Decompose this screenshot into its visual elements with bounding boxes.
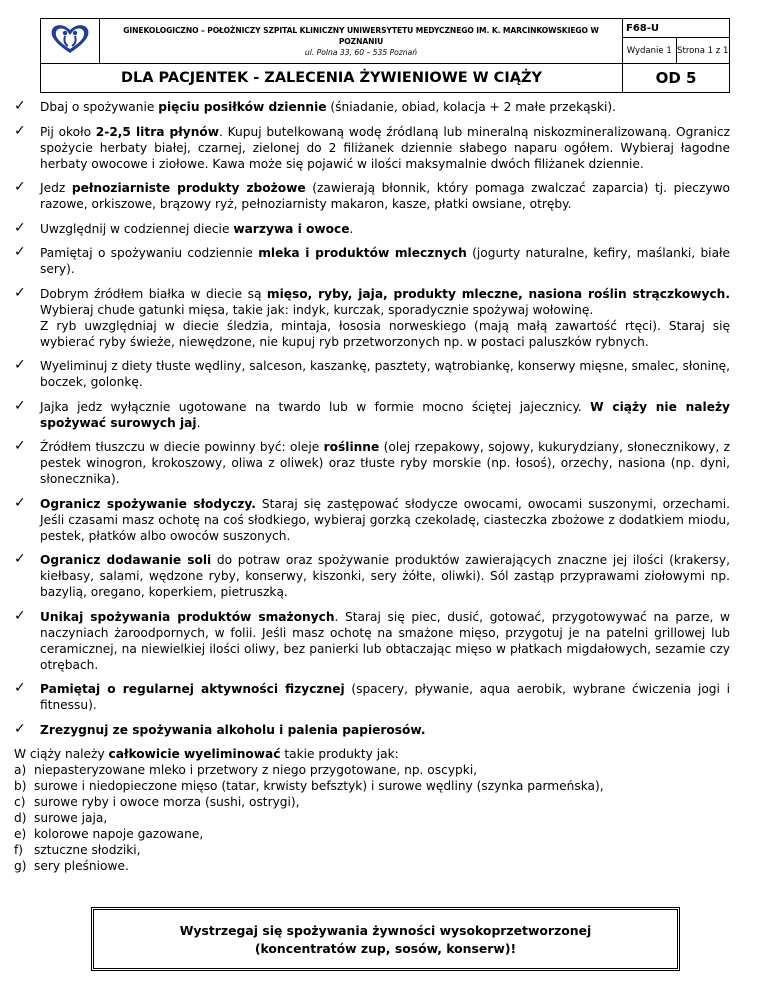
page-number: Strona 1 z 1 — [676, 38, 730, 64]
recommendation-item — [14, 245, 730, 277]
checkmark-icon: ✓ — [14, 494, 26, 511]
recommendation-text — [40, 245, 730, 277]
recommendation-bold: roślinne — [323, 440, 380, 454]
recommendation-item — [14, 399, 730, 431]
warning-box — [91, 907, 680, 971]
recommendation-text — [40, 722, 730, 738]
recommendations-content — [14, 99, 730, 874]
recommendation-item — [14, 124, 730, 172]
recommendation-plain: Staraj się zastępować słodycze owocami, owocami suszonymi, orzechami. Jeśli czasami masz ochotę na coś słodkiego, wybieraj gorzką czekoladę, ciasteczka zbożowe z dodatkiem miodu, pestek, płatków albo owoców suszonych. — [40, 496, 731, 543]
eliminate-intro-post: takie produkty jak: — [280, 747, 399, 761]
eliminate-item-letter: d) — [14, 811, 27, 825]
eliminate-list — [14, 762, 730, 874]
recommendation-plain: . Staraj się piec, dusić, gotować, przygotowywać na parze, w naczyniach żaroodpornych, w folii. Jeśli masz ochotę na smażone mięso, przygotuj je na patelni grillowej lub ceramicznej, na niewielkiej ilości oliwy, bez panierki lub obtaczając mięso w płatkach migdałowych, sezamie czy otrębach. — [40, 609, 730, 672]
recommendation-item — [14, 221, 730, 237]
eliminate-item — [14, 778, 730, 794]
recommendation-item — [14, 552, 730, 600]
eliminate-item-letter: a) — [14, 763, 27, 777]
eliminate-item — [14, 826, 730, 842]
recommendation-plain: Jajka jedz wyłącznie ugotowane na twardo lub w formie mocno ściętej jajecznicy. — [40, 399, 591, 414]
checkmark-icon: ✓ — [14, 551, 26, 567]
recommendation-item — [14, 180, 730, 212]
recommendation-bold: Unikaj spożywania produktów smażonych — [40, 609, 335, 624]
recommendation-bold: pełnoziarniste produkty zbożowe — [71, 181, 306, 195]
recommendation-plain: Uwzględnij w codziennej diecie — [40, 221, 234, 236]
eliminate-item — [14, 858, 730, 874]
recommendation-bold: pięciu posiłków dziennie — [158, 100, 327, 114]
recommendation-item — [14, 286, 730, 350]
recommendation-bold: Zrezygnuj ze spożywania alkoholu i palenia papierosów. — [40, 722, 426, 737]
recommendation-bold: W ciąży nie należy spożywać surowych jaj — [40, 399, 730, 430]
recommendation-plain: Wyeliminuj z diety tłuste wędliny, salceson, kaszankę, pasztety, wątrobiankę, konserwy mięsne, smalec, słoninę, boczek, golonkę. — [40, 359, 730, 389]
recommendation-bold: Ogranicz dodawanie soli — [40, 553, 212, 567]
recommendation-text — [40, 439, 730, 487]
recommendation-plain: (śniadanie, obiad, kolacja + 2 małe przekąski). — [326, 100, 617, 114]
heart-logo-icon — [49, 23, 91, 55]
recommendation-plain: . Kupuj butelkowaną wodę źródlaną lub mineralną niskozmineralizowaną. Ogranicz spożycie herbaty białej, czarnej, zielonej do 2 filiżanek dziennie słabego naparu ogółem. Wybieraj łagodne herbaty owocowe i ziołowe. Kawa może się pojawić w ilości maksymalnie dwóch filiżanek dziennie. — [40, 124, 731, 171]
recommendation-text — [40, 221, 730, 237]
recommendation-plain: Pamiętaj o spożywaniu codziennie — [40, 246, 259, 260]
eliminate-item-text: niepasteryzowane mleko i przetwory z niego przygotowane, np. oscypki, — [34, 763, 478, 777]
eliminate-item-text: sztuczne słodziki, — [34, 843, 141, 857]
hospital-name: GINEKOLOGICZNO – POŁOŻNICZY SZPITAL KLINICZNY UNIWERSYTETU MEDYCZNEGO IM. K. MARCINKOWSKIEGO W POZNANIU — [123, 25, 599, 46]
recommendation-text — [40, 286, 730, 350]
recommendation-plain: . — [196, 415, 201, 430]
page-title: DLA PACJENTEK - ZALECENIA ŻYWIENIOWE W CIĄŻY — [41, 64, 623, 93]
hospital-address: ul. Polna 33, 60 – 535 Poznań — [304, 47, 418, 57]
checkmark-icon: ✓ — [14, 244, 26, 260]
eliminate-item-text: kolorowe napoje gazowane, — [34, 827, 204, 841]
eliminate-intro-pre: W ciąży należy — [14, 747, 109, 761]
eliminate-item-text: sery pleśniowe. — [34, 859, 129, 873]
checkmark-icon: ✓ — [14, 219, 26, 236]
eliminate-intro-bold: całkowicie wyeliminować — [108, 747, 281, 761]
checkmark-icon: ✓ — [14, 397, 26, 414]
document-header — [40, 18, 730, 90]
checkmark-icon: ✓ — [14, 680, 26, 696]
recommendation-text — [40, 681, 730, 713]
recommendation-plain: Dbaj o spożywanie — [40, 100, 159, 114]
recommendation-text — [40, 496, 730, 544]
recommendation-text — [40, 552, 730, 600]
eliminate-item-text: surowe jaja, — [34, 811, 108, 825]
recommendation-plain: Jedz — [40, 181, 72, 195]
recommendation-item — [14, 722, 730, 738]
eliminate-intro — [14, 746, 730, 762]
eliminate-item-letter: c) — [14, 795, 26, 809]
hospital-logo — [41, 19, 100, 64]
checkmark-icon: ✓ — [14, 179, 26, 195]
eliminate-item — [14, 762, 730, 778]
recommendation-text — [40, 99, 730, 115]
eliminate-item-letter: e) — [14, 827, 27, 841]
eliminate-item-text: surowe i niedopieczone mięso (tatar, krwisty befsztyk) i surowe wędliny (szynka parmeńska), — [34, 779, 604, 793]
recommendation-text — [40, 358, 730, 390]
checkmark-icon: ✓ — [14, 98, 26, 114]
recommendation-plain: Źródłem tłuszczu w diecie powinny być: oleje — [40, 440, 324, 454]
recommendation-bold: mleka i produktów mlecznych — [258, 246, 467, 260]
eliminate-item — [14, 810, 730, 826]
recommendation-text — [40, 399, 730, 431]
recommendation-item — [14, 496, 730, 544]
recommendation-bold: Pamiętaj o regularnej aktywności fizycznej — [40, 682, 345, 696]
recommendation-plain: (jogurty naturalne, kefiry, maślanki, białe sery). — [40, 246, 731, 276]
recommendation-plain: Dobrym źródłem białka w diecie są — [40, 286, 267, 301]
eliminate-item-letter: g) — [14, 859, 27, 873]
recommendation-item — [14, 681, 730, 713]
checkmark-icon: ✓ — [14, 122, 26, 139]
warning-line-2: (koncentratów zup, sosów, konserw)! — [254, 941, 517, 956]
recommendation-bold: 2-2,5 litra płynów — [95, 124, 220, 139]
recommendation-plain: do potraw oraz spożywanie produktów zawierających znaczne jej ilości (krakersy, kiełbasy, salami, wędzone ryby, konserwy, kiszonki, sery żółte, oliwki). Sól zastąp przyprawami ziołowymi np. bazylią, oregano, koperkiem, pietruszką. — [40, 553, 730, 599]
recommendation-plain: Pij około — [40, 124, 96, 139]
hospital-info — [100, 19, 623, 64]
recommendations-list — [14, 99, 730, 738]
recommendation-plain: (zawierają błonnik, który pomaga zwalczać zaparcia) tj. pieczywo razowe, orkiszowe, brązowy ryż, pełnoziarnisty makaron, kasze, płatki owsiane, otręby. — [40, 181, 730, 211]
checkmark-icon: ✓ — [14, 607, 26, 624]
eliminate-item-text: surowe ryby i owoce morza (sushi, ostrygi), — [34, 795, 300, 809]
eliminate-item — [14, 794, 730, 810]
eliminate-item — [14, 842, 730, 858]
recommendation-plain: (olej rzepakowy, sojowy, kukurydziany, słonecznikowy, z pestek winogron, krokoszowy, oliwa z oliwek) oraz tłuste ryby morskie (np. łosoś), orzechy, nasiona (np. dyni, słonecznika). — [40, 440, 730, 486]
recommendation-bold: Ogranicz spożywanie słodyczy. — [40, 496, 256, 511]
form-code: F68-U — [623, 19, 730, 38]
eliminate-item-letter: f) — [14, 843, 24, 857]
recommendation-item — [14, 609, 730, 673]
recommendation-item — [14, 99, 730, 115]
recommendation-extra: Z ryb uwzględniaj w diecie śledzia, mintaja, łososia norweskiego (mają małą zawartość rtęci). Staraj się wybierać ryby świeże, niewędzone, nie kupuj ryb przetworzonych np. w postaci paluszków rybnych. — [40, 318, 730, 349]
recommendation-bold: warzywa i owoce — [233, 221, 350, 236]
recommendation-item — [14, 358, 730, 390]
recommendation-plain: . — [349, 221, 354, 236]
warning-line-1: Wystrzegaj się spożywania żywności wysokoprzetworzonej — [179, 923, 592, 938]
eliminate-item-letter: b) — [14, 779, 27, 793]
checkmark-icon: ✓ — [14, 284, 26, 301]
checkmark-icon: ✓ — [14, 438, 26, 454]
checkmark-icon: ✓ — [14, 357, 26, 373]
recommendation-plain: (spacery, pływanie, aqua aerobik, wybrane ćwiczenia jogi i fitnessu). — [40, 682, 730, 712]
edition-label: Wydanie 1 — [623, 38, 677, 64]
recommendation-text — [40, 180, 730, 212]
recommendation-bold: mięso, ryby, jaja, produkty mleczne, nasiona roślin strączkowych. — [266, 286, 730, 301]
document-ref: OD 5 — [623, 64, 730, 93]
recommendation-text — [40, 124, 730, 172]
recommendation-item — [14, 439, 730, 487]
checkmark-icon: ✓ — [14, 720, 26, 737]
recommendation-plain: Wybieraj chude gatunki mięsa, takie jak: indyk, kurczak, sporadycznie spożywaj wołowinę. — [40, 302, 594, 317]
recommendation-text — [40, 609, 730, 673]
